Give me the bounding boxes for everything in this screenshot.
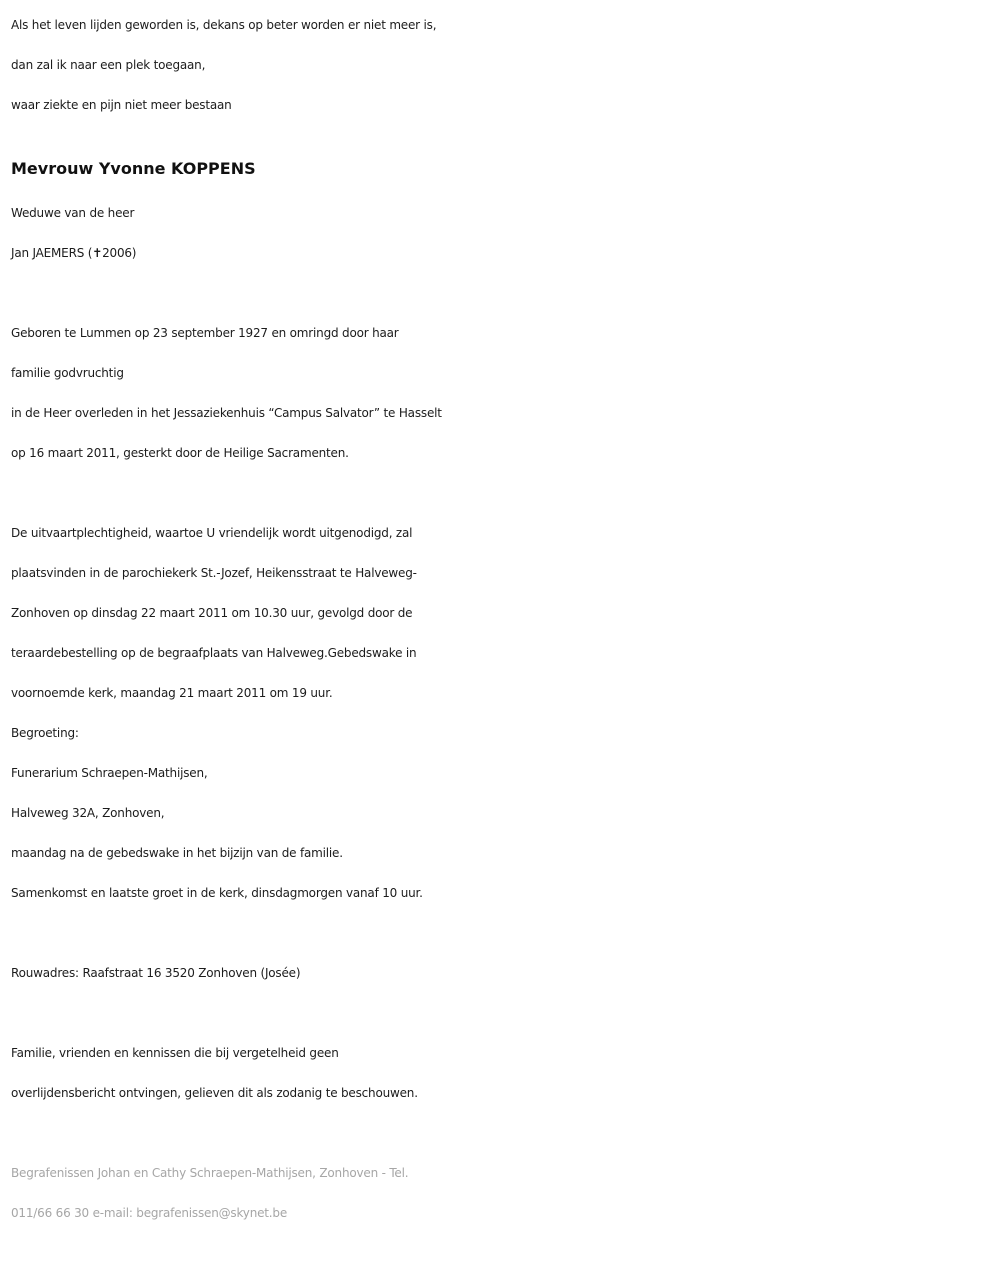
funeral-home-footer [11,1153,990,1233]
birth-death-section [11,313,990,473]
spacer [11,913,990,953]
poem-line: dan zal ik naar een plek toegaan, [11,58,206,72]
footer-line: 011/66 66 30 e-mail: begrafenissen@skynet.be [11,1206,288,1220]
ceremony-line: Halveweg 32A, Zonhoven, [11,806,165,820]
ceremony-line: Samenkomst en laatste groet in de kerk, dinsdagmorgen vanaf 10 uur. [11,886,423,900]
deceased-name: Mevrouw Yvonne KOPPENS [11,159,256,178]
poem-section [11,5,990,125]
spacer [11,993,990,1033]
spacer [11,1113,990,1153]
notice-section [11,1033,990,1113]
ceremony-line: Begroeting: [11,726,79,740]
ceremony-line: teraardebestelling op de begraafplaats van Halveweg.Gebedswake in [11,646,417,660]
ceremony-line: De uitvaartplechtigheid, waartoe U vriendelijk wordt uitgenodigd, zal [11,526,413,540]
spouse-line: Weduwe van de heer [11,206,135,220]
birth-death-line: familie godvruchtig [11,366,124,380]
poem-line: Als het leven lijden geworden is, dekans op beter worden er niet meer is, [11,18,437,32]
ceremony-line: voornoemde kerk, maandag 21 maart 2011 om 19 uur. [11,686,333,700]
mourning-address: Rouwadres: Raafstraat 16 3520 Zonhoven (Josée) [11,966,301,980]
ceremony-section [11,513,990,913]
footer-line: Begrafenissen Johan en Cathy Schraepen-Mathijsen, Zonhoven - Tel. [11,1166,409,1180]
poem-line: waar ziekte en pijn niet meer bestaan [11,98,232,112]
ceremony-line: plaatsvinden in de parochiekerk St.-Jozef, Heikensstraat te Halveweg- [11,566,417,580]
ceremony-line: maandag na de gebedswake in het bijzijn van de familie. [11,846,343,860]
address-section [11,953,990,993]
birth-death-line: op 16 maart 2011, gesterkt door de Heilige Sacramenten. [11,446,349,460]
notice-line: overlijdensbericht ontvingen, gelieven dit als zodanig te beschouwen. [11,1086,418,1100]
ceremony-line: Zonhoven op dinsdag 22 maart 2011 om 10.30 uur, gevolgd door de [11,606,413,620]
spouse-line: Jan JAEMERS (✝2006) [11,246,137,260]
spacer [11,273,990,313]
birth-death-line: Geboren te Lummen op 23 september 1927 en omringd door haar [11,326,399,340]
birth-death-line: in de Heer overleden in het Jessaziekenhuis “Campus Salvator” te Hasselt [11,406,442,420]
notice-line: Familie, vrienden en kennissen die bij vergetelheid geen [11,1046,339,1060]
spacer [11,473,990,513]
spouse-section [11,193,990,273]
ceremony-line: Funerarium Schraepen-Mathijsen, [11,766,208,780]
